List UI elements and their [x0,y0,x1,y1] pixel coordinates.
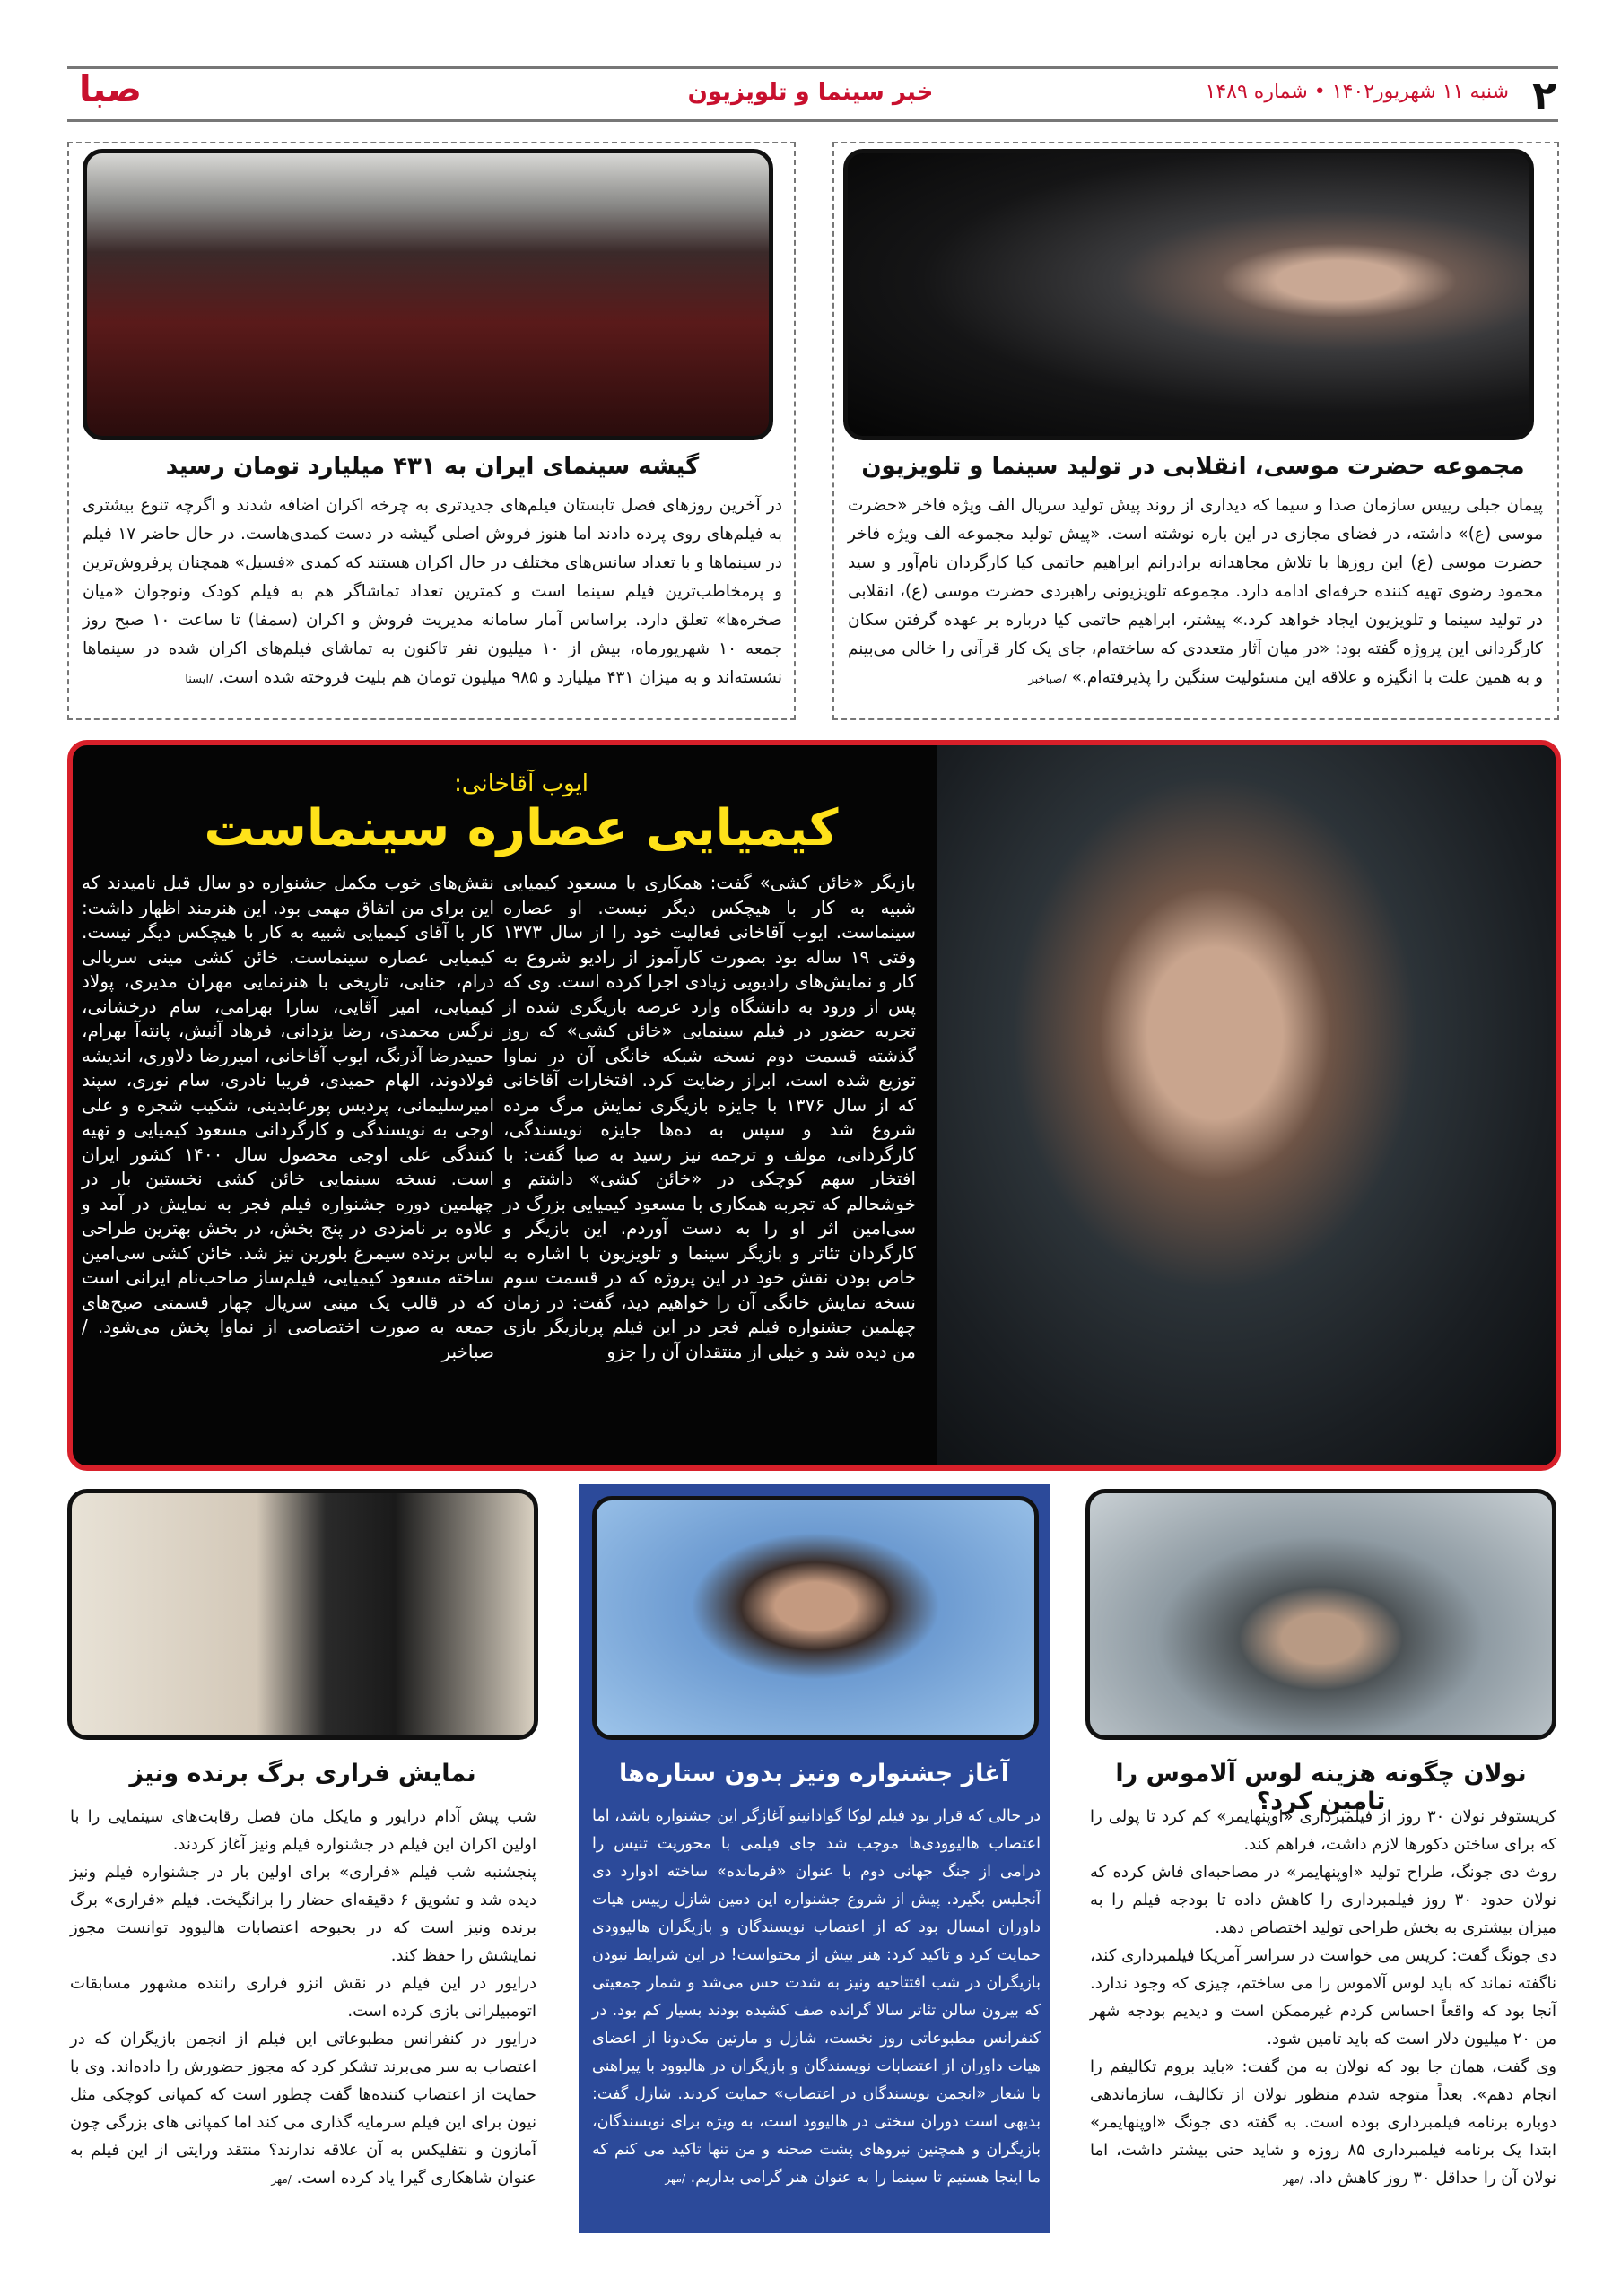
photo-ayoub-aghakhani [937,745,1556,1465]
article-title: مجموعه حضرت موسی، انقلابی در تولید سینما و تلویزیون [861,453,1525,480]
feature-kicker: ایوب آقاخانی: [454,770,588,797]
newspaper-logo [70,69,151,115]
header-bottom-rule [67,119,1558,122]
article-title: گیشه سینمای ایران به ۴۳۱ میلیارد تومان رسید [165,453,700,480]
feature-interview [67,740,1561,1471]
header-top-rule [67,66,1558,69]
paragraph: درایور در کنفرانس مطبوعاتی این فیلم از انجمن بازیگران که در اعتصاب به سر می‌برند تشکر کرد که مجوز حضورش را داده‌اند. وی با حمایت از اعتصاب کننده‌ها گفت چطور است که کمپانی کوچکی مثل نیون برای این فیلم سرمایه گذاری می کند اما کمپانی های بزرگی چون آمازون و نتفلیکس به آن علاقه ندارند؟ منتقد ورایتی از این فیلم به عنوان شاهکاری گیرا یاد کرده است. [70,2030,536,2187]
article-body [83,491,782,694]
article-text: در آخرین روزهای فصل تابستان فیلم‌های جدیدتری به چرخه اکران اضافه شدند و اگرچه تنوع بیشتری به فیلم‌های روی پرده دادند اما هنوز فروش اصلی گیشه در دست کمدی‌هاست. در حال حاضر ۱۷ فیلم در سینماها و با تعداد سانس‌های مختلف در حال اکران هستند که کمدی «فسیل» همچنان پرفروش‌ترین و پرمخاطب‌ترین فیلم سینما است و کمترین تعداد تماشاگر هم به فیلم کودک ونوجوان «میان صخره‌ها» تعلق دارد. براساس آمار سامانه مدیریت فروش و اکران (سمفا) تا ساعت ۱۰ صبح روز جمعه ۱۰ شهریورماه، بیش از ۱۰ میلیون نفر تاکنون به تماشای فیلم‌های اکران شده در سینماها نشسته‌اند و به میزان ۴۳۱ میلیارد و ۹۸۵ میلیون تومان هم بلیت فروخته شده است. [83,496,783,687]
feature-column-2-text: نقش‌های خوب مکمل جشنواره دو سال قبل نامیدند که این برای من اتفاق مهمی بود. این هنرمند اظهار داشت: کار با آقای کیمیایی شبیه به کار با هیچکس دیگر نیست. کیمیایی عصاره سینماست. خائن کشی مینی سریالی درام، جنایی، تاریخی با هنرنمایی مهران مدیری، پولاد کیمیایی، امیر آقایی، سارا بهرامی، سام درخشانی، نرگس محمدی، رضا یزدانی، فرهاد آئیش، پانته‌آ بهرام، حمیدرضا آذرنگ، ایوب آقاخانی، امیررضا دلاوری، اندیشه فولادوند، الهام حمیدی، فریبا نادری، سام نوری، سپند امیرسلیمانی، پردیس پورعابدینی، شکیب شجره و علی اوجی به نویسندگی و کارگردانی مسعود کیمیایی و تهیه کنندگی علی اوجی محصول سال ۱۴۰۰ کشور ایران است. نسخه سینمایی خائن کشی نخستین بار در چهلمین دوره جشنواره فیلم فجر به نمایش در آمد و علاوه بر نامزدی در پنج بخش، در بخش بهترین طراحی لباس برنده سیمرغ بلورین نیز شد. خائن کشی سی‌امین ساخته مسعود کیمیایی، فیلم‌ساز صاحب‌نام ایرانی است که در قالب یک مینی سریال چهار قسمتی صبح‌های جمعه به صورت اختصاصی از نماوا پخش می‌شود. [82,872,495,1337]
photo-cinema-seats [83,149,773,440]
article-body [848,491,1543,694]
article-title: آغاز جشنواره ونیز بدون ستاره‌ها [619,1760,1009,1787]
article-source: /مهر [665,2172,686,2185]
paragraph: کریستوفر نولان ۳۰ روز از فیلمبرداری «اوپنهایمر» کم کرد تا پولی را که برای ساختن دکورها لازم داشت، فراهم کند. [1090,1807,1556,1854]
article-body [592,1803,1041,2193]
page-number: ۲ [1532,74,1556,119]
feature-column-2 [82,871,494,1364]
paragraph: دی جونگ گفت: کریس می خواست در سراسر آمریکا فیلمبرداری کند، ناگفته نماند که باید لوس آلاموس را می ساختم، چیزی که وجود ندارد. آنجا بود که واقعاً احساس کردم غیرممکن است و دیدیم بودجه شهر من ۲۰ میلیون دلار است که باید تامین شود. [1090,1946,1556,2048]
feature-source: /صباخبر [82,1316,494,1362]
article-title: نمایش فراری برگ برنده ونیز [129,1760,476,1787]
paragraph: در حالی که قرار بود فیلم لوکا گوادانینو آغازگر این جشنواره باشد، اما اعتصاب هالیوودی‌ها موجب شد جای فیلمی با محوریت تنیس را درامی از جنگ جهانی دوم با عنوان «فرمانده» ساخته ادوارد دی آنجلیس بگیرد. پیش از شروع جشنواره این دمین شازل رییس هیات داوران امسال بود که از اعتصاب نویسندگان و بازیگران هالیوودی حمایت کرد و تاکید کرد: هنر بیش از محتواست! در این شرایط نبودن بازیگران در شب افتتاحیه ونیز به شدت حس می‌شد و شمار جمعیتی که بیرون سالن تئاتر سالا گرانده صف کشیده بودند بسیار کم بود. در کنفرانس مطبوعاتی روز نخست، شازل و مارتین مک‌دونا از اعضای هیات داوران از اعتصابات نویسندگان و بازیگران در هالیوود با پیراهنی با شعار «انجمن نویسندگان در اعتصاب» حمایت کردند. شازل گفت: بدیهی است دوران سختی در هالیوود است، به ویژه برای نویسندگان، بازیگران و همچنین نیروهای پشت صحنه و من تنها تاکید می کنم که ما اینجا هستیم تا سینما را به عنوان هنر گرامی بداریم. [592,1807,1041,2187]
article-source: /صباخبر [1028,673,1067,686]
article-title: نولان چگونه هزینه لوس آلاموس را تامین کرد؟ [1115,1760,1527,1815]
article-source: /ایسنا [185,673,214,686]
feature-column-1: بازیگر «خائن کشی» گفت: همکاری با مسعود کیمیایی شبیه به کار با هیچکس دیگر نیست. او عصاره سینماست. ایوب آقاخانی فعالیت خود را از سال ۱۳۷۳ وقتی ۱۹ ساله بود بصورت کارآموز از رادیو شروع به کار و نمایش‌های رادیویی زیادی اجرا کرده است. وی که پس از ورود به دانشگاه وارد عرصه بازیگری شده از تجربه حضور در فیلم سینمایی «خائن کشی» که روز گذشته قسمت دوم نسخه شبکه خانگی آن در نماوا توزیع شده است، ابراز رضایت کرد. افتخارات آقاخانی که از سال ۱۳۷۶ با جایزه بازیگری نمایش مرگ مرده شروع شد و سپس به ده‌ها جایزه نویسندگی، کارگردانی، مولف و ترجمه نیز رسید به صبا گفت: با افتخار سهم کوچکی در «خائن کشی» داشتم و خوشحالم که تجربه همکاری با مسعود کیمیایی بزرگ در سی‌امین اثر او را به دست آوردم. این بازیگر و کارگردان تئاتر و بازیگر سینما و تلویزیون با اشاره به خاص بودن نقش خود در این پروژه که در قسمت سوم نسخه نمایش خانگی آن را خواهیم دید، گفت: در زمان چهلمین جشنواره فیلم فجر در این فیلم پربازیگر بازی من دیده شد و خیلی از منتقدان آن را جزو [503,872,917,1362]
feature-title: کیمیایی عصاره سینماست [204,799,839,857]
logo-text: صبا [79,69,142,110]
photo-damien-chazelle [592,1496,1039,1740]
paragraph: درایور در این فیلم در نقش انزو فراری راننده مشهور مسابقات اتومبیلرانی بازی کرده است. [70,1974,536,2021]
article-text: پیمان جبلی رییس سازمان صدا و سیما که دیداری از روند پیش تولید سریال الف ویژه فاخر «حضرت موسی (ع)» داشته، در فضای مجازی در این باره نوشته است. «پیش تولید مجموعه الف ویژه فاخر حضرت موسی (ع) این روزها با تلاش مجاهدانه برادرانم ابراهیم حاتمی کیا کارگردان نام‌آور و سید محمود رضوی تهیه کننده حرفه‌ای ادامه دارد. مجموعه تلویزیونی راهبردی حضرت موسی (ع)، انقلابی در تولید سینما و تلویزیون ایجاد خواهد کرد.» پیشتر، ابراهیم حاتمی کیا درباره بر عهده گرفتن سکان کارگردانی این پروژه گفته بود: «در میان آثار متعددی که ساخته‌ام، جای یک کار قرآنی را خالی می‌بینم و به همین علت با انگیزه و علاقه این مسئولیت سنگین را پذیرفته‌ام.» [848,496,1543,687]
issue-date: شنبه ۱۱ شهریور۱۴۰۲ • شماره ۱۴۸۹ [1205,81,1509,103]
photo-adam-driver [67,1489,538,1740]
paragraph: شب پیش آدام درایور و مایکل مان فصل رقابت‌های سینمایی را با اولین اکران این فیلم در جشنواره فیلم ونیز آغاز کردند. [70,1807,536,1854]
paragraph: وی گفت، همان جا بود که نولان به من گفت: «باید بروم تکالیفم را انجام دهم». بعداً متوجه شدم منظور نولان از تکالیف، سازماندهی دوباره برنامه فیلمبرداری بوده است. به گفته دی جونگ «اوپنهایمر» ابتدا یک برنامه فیلمبرداری ۸۵ روزه و شاید حتی بیشتر داشت، اما نولان آن را حداقل ۳۰ روز کاهش داد. [1090,2057,1556,2187]
article-body [70,1803,536,2194]
section-title: خبر سینما و تلویزیون [687,79,934,106]
article-source: /مهر [271,2173,292,2186]
paragraph: پنجشنبه شب فیلم «فراری» برای اولین بار در جشنواره فیلم ونیز دیده شد و تشویق ۶ دقیقه‌ای حضار را برانگیخت. فیلم «فراری» برگ برنده ونیز است که در بحبوحه اعتصابات هالیوود توانست مجوز نمایشش را حفظ کند. [70,1863,536,1965]
article-body [1090,1803,1556,2194]
photo-oppenheimer [1085,1489,1556,1740]
photo-speaker-microphones [843,149,1534,440]
paragraph: روث دی جونگ، طراح تولید «اوپنهایمر» در مصاحبه‌ای فاش کرده که نولان حدود ۳۰ روز فیلمبرداری را کاهش داده تا بودجه فیلم را به میزان بیشتری به بخش طراحی تولید اختصاص دهد. [1090,1863,1556,1937]
article-source: /مهر [1283,2173,1304,2186]
